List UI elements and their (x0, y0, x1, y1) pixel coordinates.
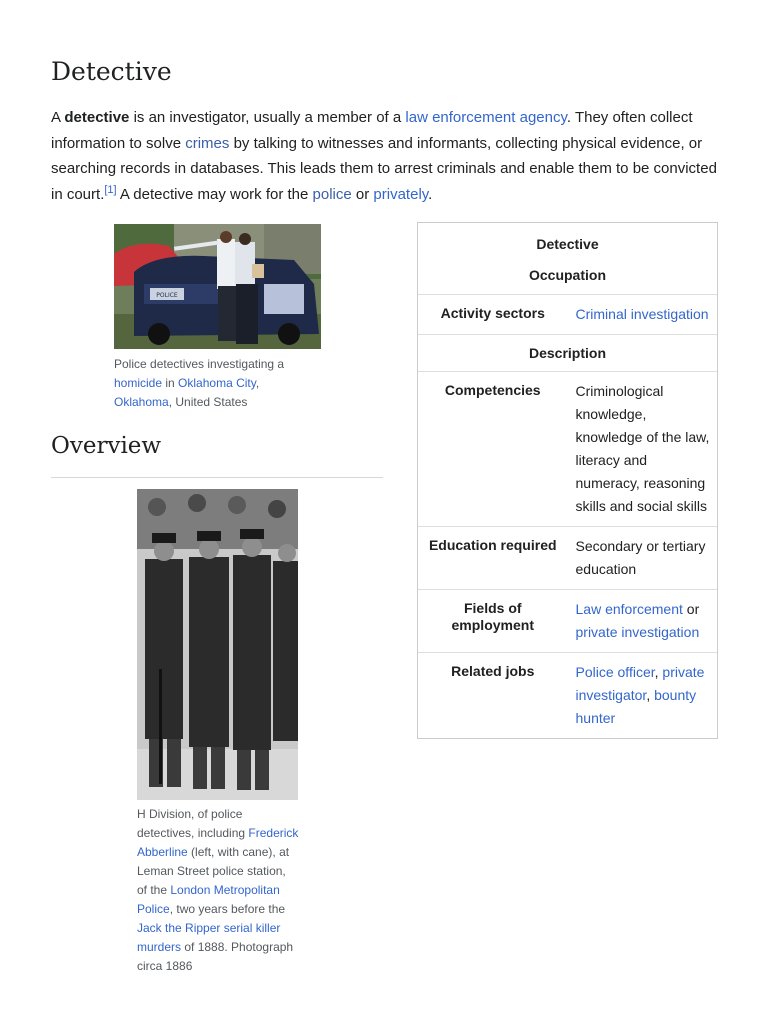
link-private-investigation[interactable]: private investigation (575, 624, 700, 640)
infobox-label: Fields of employment (451, 600, 534, 633)
infobox-title-row (418, 223, 717, 294)
link-crimes[interactable]: crimes (185, 134, 230, 152)
infobox-text: or (682, 601, 700, 617)
intro-text: by talking to witnesses and informants, collecting physical evidence, or searching records in databases. This leads them to arrest criminals and enable them to be convicted in court. (51, 134, 717, 204)
caption-text: (left, with cane), at Leman Street police station, of the (137, 845, 290, 897)
intro-text: A detective may work for the (116, 186, 313, 204)
reference-1[interactable]: [1] (104, 184, 117, 197)
infobox-label: Activity sectors (440, 305, 545, 321)
figure-h-division (137, 489, 299, 976)
infobox-value (568, 295, 718, 334)
figure1-caption (114, 355, 304, 411)
infobox-header (418, 223, 717, 294)
link-criminal-investigation[interactable]: Criminal investigation (575, 306, 709, 322)
infobox-subtitle: Occupation (528, 267, 606, 283)
intro-text: . (428, 186, 433, 204)
link-private-investigator[interactable]: private investigator (575, 664, 705, 703)
link-police[interactable]: police (312, 186, 352, 204)
caption-text: , (255, 375, 260, 390)
link-homicide[interactable]: homicide (114, 375, 163, 390)
caption-text: of 1888. Photograph circa 1886 (137, 940, 294, 973)
infobox-value (568, 590, 718, 652)
car-police-lettering: POLICE (156, 292, 178, 299)
infobox-text: , (654, 664, 663, 680)
infobox-row-related (418, 652, 717, 738)
page-title: Detective (51, 57, 172, 86)
intro-bold-term: detective (64, 109, 130, 126)
infobox-row-description (418, 334, 717, 371)
link-oklahoma[interactable]: Oklahoma (114, 394, 169, 409)
intro-text: is an investigator, usually a member of a (129, 109, 406, 126)
link-london-metropolitan-police[interactable]: London Metropolitan Police (137, 883, 280, 916)
caption-text: H Division, of police detectives, including (137, 807, 249, 840)
infobox-label: Competencies (444, 382, 541, 398)
intro-text: . They often collect information to solve (51, 109, 693, 152)
figure2-caption (137, 805, 299, 976)
intro-text: A (51, 109, 65, 126)
infobox-label: Education required (428, 537, 557, 553)
link-law-enforcement-agency[interactable]: law enforcement agency (405, 109, 567, 126)
infobox-row-education (418, 526, 717, 589)
link-privately[interactable]: privately (373, 186, 429, 204)
infobox-title: Detective (536, 236, 599, 252)
infobox-description-header: Description (528, 345, 606, 361)
caption-text: Police detectives investigating a (114, 357, 285, 371)
figure-police-detectives (114, 224, 322, 411)
infobox-value: Secondary or tertiary education (575, 538, 706, 577)
infobox-text: , (646, 687, 655, 703)
link-jack-the-ripper[interactable]: Jack the Ripper serial killer murders (137, 921, 281, 954)
caption-text: , two years before the (169, 902, 286, 916)
infobox-value (568, 653, 718, 738)
infobox-row-activity (418, 294, 717, 334)
infobox-row-fields (418, 589, 717, 652)
link-frederick-abberline[interactable]: Frederick Abberline (137, 826, 299, 859)
infobox-row-competencies (418, 371, 717, 526)
caption-text: , United States (168, 394, 248, 409)
intro-paragraph (51, 105, 731, 208)
intro-text: or (351, 186, 374, 204)
infobox-value: Criminological knowledge, knowledge of the law, literacy and numeracy, reasoning skills and social skills (575, 383, 710, 514)
link-police-officer[interactable]: Police officer (575, 664, 655, 680)
infobox-label: Related jobs (451, 663, 535, 679)
caption-text: in (162, 375, 179, 390)
link-oklahoma-city[interactable]: Oklahoma City (178, 375, 256, 390)
police-detectives-photo[interactable] (114, 224, 321, 349)
h-division-photo[interactable] (137, 489, 298, 800)
section-heading-overview: Overview (51, 433, 162, 459)
link-law-enforcement[interactable]: Law enforcement (575, 601, 683, 617)
section-divider (51, 477, 383, 478)
infobox (417, 222, 718, 739)
link-bounty-hunter[interactable]: bounty hunter (575, 687, 697, 726)
